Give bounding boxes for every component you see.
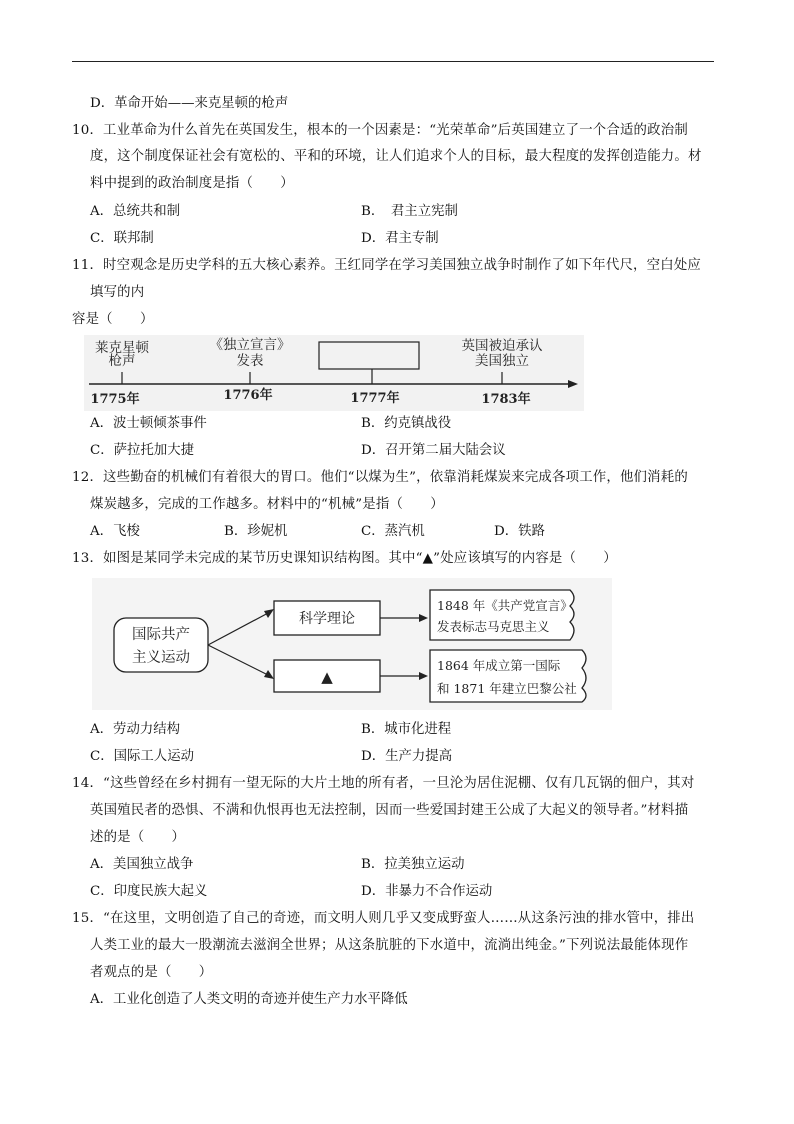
q10-option-a: A．总统共和制 — [90, 204, 181, 219]
q10-stem-line3: 料中提到的政治制度是指（ ） — [90, 176, 294, 191]
diagram-branch-theory: 科学理论 — [299, 611, 355, 627]
diagram-note2-line2: 和 1871 年建立巴黎公社 — [437, 681, 577, 696]
q11-option-d: D．召开第二届大陆会议 — [361, 443, 506, 458]
q15-stem-line1: 15．“在这里，文明创造了自己的奇迹，而文明人则几乎又变成野蛮人……从这条污浊的排水管中，排出 — [72, 911, 695, 926]
q11-stem-line2: 填写的内 — [90, 285, 145, 300]
q13-option-b: B．城市化进程 — [361, 722, 452, 737]
q15-option-a: A．工业化创造了人类文明的奇迹并使生产力水平降低 — [90, 992, 408, 1007]
timeline-year-1775: 1775年 — [90, 392, 140, 407]
header-rule — [72, 61, 714, 62]
diagram-root-line1: 国际共产 — [132, 627, 190, 643]
q12-option-b: B．珍妮机 — [224, 524, 288, 539]
diagram-edge-lower — [208, 645, 270, 676]
q12-option-c: C．蒸汽机 — [361, 524, 425, 539]
timeline-figure — [84, 335, 584, 411]
timeline-year-1776: 1776年 — [223, 388, 273, 403]
q11-option-a: A．波士顿倾茶事件 — [90, 416, 207, 431]
diagram-edge-upper — [208, 612, 270, 645]
timeline-blank-box — [319, 342, 419, 369]
timeline-label-recognition-2: 美国独立 — [475, 353, 529, 369]
q14-option-a: A．美国独立战争 — [90, 857, 194, 872]
q10-stem-line1: 10．工业革命为什么首先在英国发生，根本的一个因素是：“光荣革命”后英国建立了一个合适的政治制 — [72, 123, 688, 138]
q14-option-c: C．印度民族大起义 — [90, 884, 208, 899]
diagram-note2-line1: 1864 年成立第一国际 — [437, 658, 561, 673]
q12-stem-line2: 煤炭越多，完成的工作越多。材料中的“机械”是指（ ） — [90, 497, 444, 512]
q10-option-b: B． 君主立宪制 — [361, 204, 458, 219]
q13-option-c: C．国际工人运动 — [90, 749, 194, 764]
timeline-arrow — [568, 380, 578, 388]
q10-stem-line2: 度，这个制度保证社会有宽松的、平和的环境，让人们追求个人的目标，最大程度的发挥创造能力。材 — [90, 149, 702, 164]
q15-stem-line2: 人类工业的最大一股潮流去滋润全世界；从这条肮脏的下水道中，流淌出纯金。”下列说法最能体现作 — [90, 938, 689, 953]
q10-option-d: D．君主专制 — [361, 231, 439, 246]
q12-stem-line1: 12．这些勤奋的机械们有着很大的胃口。他们“以煤为生”，依靠消耗煤炭来完成各项工作，他们消耗的 — [72, 470, 688, 485]
q12-option-d: D．铁路 — [494, 524, 545, 539]
q14-stem-line3: 述的是（ ） — [90, 830, 186, 845]
timeline-label-lexington-1: 莱克星顿 — [95, 340, 149, 356]
q11-stem-line3: 容是（ ） — [72, 312, 154, 327]
q14-stem-line1: 14．“这些曾经在乡村拥有一望无际的大片土地的所有者，一旦沦为居住泥棚、仅有几瓦锅的佃户，其对 — [72, 776, 695, 791]
timeline-year-1777: 1777年 — [350, 391, 400, 406]
q13-stem-line1: 13．如图是某同学未完成的某节历史课知识结构图。其中“▲”处应该填写的内容是（ ） — [72, 551, 617, 566]
q11-option-c: C．萨拉托加大捷 — [90, 443, 194, 458]
diagram-branch-triangle: ▲ — [321, 668, 333, 686]
q15-stem-line3: 者观点的是（ ） — [90, 965, 213, 980]
q11-stem-line1: 11．时空观念是历史学科的五大核心素养。王红同学在学习美国独立战争时制作了如下年代尺，空白处应 — [72, 258, 702, 273]
q11-option-b: B．约克镇战役 — [361, 416, 452, 431]
q10-option-c: C．联邦制 — [90, 231, 154, 246]
timeline-label-recognition-1: 英国被迫承认 — [461, 338, 543, 354]
q12-option-a: A．飞梭 — [90, 524, 140, 539]
q14-option-b: B．拉美独立运动 — [361, 857, 465, 872]
knowledge-structure-figure — [92, 578, 612, 710]
diagram-note1-line1: 1848 年《共产党宣言》 — [437, 598, 573, 613]
diagram-note1-line2: 发表标志马克思主义 — [437, 619, 550, 634]
diagram-root-line2: 主义运动 — [132, 650, 190, 666]
timeline-label-declaration-2: 发表 — [236, 353, 264, 369]
q14-option-d: D．非暴力不合作运动 — [361, 884, 493, 899]
timeline-year-1783: 1783年 — [481, 392, 531, 407]
q13-option-d: D．生产力提高 — [361, 749, 453, 764]
timeline-label-lexington-2: 枪声 — [108, 353, 136, 369]
q9-option-d: D．革命开始——来克星顿的枪声 — [90, 96, 289, 111]
timeline-label-declaration-1: 《独立宣言》 — [209, 337, 291, 353]
q13-option-a: A．劳动力结构 — [90, 722, 181, 737]
q14-stem-line2: 英国殖民者的恐惧、不满和仇恨再也无法控制，因而一些爱国封建王公成了大起义的领导者。”材料描 — [90, 803, 689, 818]
